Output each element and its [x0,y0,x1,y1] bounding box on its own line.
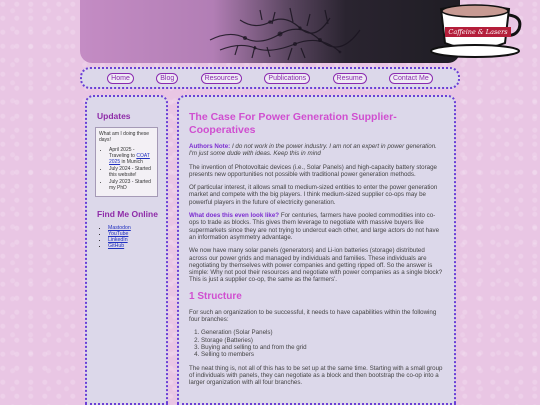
mastodon-link[interactable]: Mastodon [108,225,131,231]
nav-resources[interactable]: Resources [201,73,242,84]
update-text: July 2023 - Started my PhD [109,179,151,191]
article-title: The Case For Power Generation Supplier-Cooperatives [189,111,397,136]
update-text: in Munich [120,159,143,165]
paragraph [189,212,444,241]
paragraph-text: For centuries, farmers have pooled commodities into co-ops to trade as blocks. This gives them leverage to negotiate with massive buyers like supermarkets since they are not trying to undercut each other, and large actors do not have an information asymmetry advantage. [189,212,440,241]
linkedin-link[interactable]: LinkedIn [108,237,128,243]
paragraph: The invention of Photovoltaic devices (i.e., Solar Panels) and high-capacity battery storage presents new opportunities not possible with traditional power generation methods. [189,163,437,178]
list-item: 3. Buying and selling to and from the grid [201,344,444,351]
question-label: What does this even look like? [189,212,280,220]
fractal-decoration [200,0,380,63]
update-item [109,147,154,165]
nav-home[interactable]: Home [107,73,134,84]
section-heading: 1 Structure [189,290,242,302]
update-text: April 2025 - Traveling to [109,147,137,159]
updates-list [109,147,154,191]
list-item: 4. Selling to members [201,351,444,358]
nav-resume[interactable]: Resume [333,73,367,84]
logo-text: Caffeine & Lasers [445,27,511,37]
list-item: 2. Storage (Batteries) [201,337,444,344]
authors-note [189,143,444,158]
update-item [109,179,154,191]
github-link[interactable]: GitHub [108,243,125,249]
nav-blog[interactable]: Blog [156,73,178,84]
article [177,95,456,405]
list-item: 1. Generation (Solar Panels) [201,329,444,336]
youtube-link[interactable]: YouTube [108,231,129,237]
nav-publications[interactable]: Publications [264,73,310,84]
paragraph: Of particular interest, it allows small to medium-sized entities to enter the power generation market and compete with the big players. I think medium-sized supplier co-ops may be powerful players in the future of electricity generation. [189,184,438,206]
updates-intro: What am I doing these days! [99,131,150,143]
paragraph: For such an organization to be successful, it needs to have capabilities within the following four branches: [189,308,437,324]
authors-note-label: Authors Note: [189,143,231,150]
sidebar [85,95,168,405]
update-text: July 2024 - Started this website! [109,166,151,178]
nav-bar [80,67,460,89]
update-item [109,166,154,178]
updates-box [95,127,158,197]
paragraph: We now have many solar panels (generators) and Li-ion batteries (storage) distributed across our power grids and managed by individuals and families. These individuals are negotiating by themselves with power companies and getting ripped off. So the answer is simple: Why not pool their resources and negotiate with power companies as a single block? This is just a supplier co-op, the same as the farmers'. [189,247,443,284]
coat-link[interactable]: COAT 2025 [109,153,150,165]
updates-heading: Updates [97,111,131,121]
branches-list [201,329,444,358]
nav-contact[interactable]: Contact Me [389,73,433,84]
paragraph: The neat thing is, not all of this has to be set up at the same time. Starting with a small group of individuals with panels, they can negotiate as a block and then bootstrap the co-op into a larger organization with all four branches. [189,364,443,387]
find-me-heading: Find Me Online [97,209,158,219]
header-banner [80,0,508,63]
social-links [95,225,158,249]
authors-note-text: I do not work in the power industry. I am not an expert in power generation. I'm just some dude with ideas. Keep this in mind [189,143,437,158]
